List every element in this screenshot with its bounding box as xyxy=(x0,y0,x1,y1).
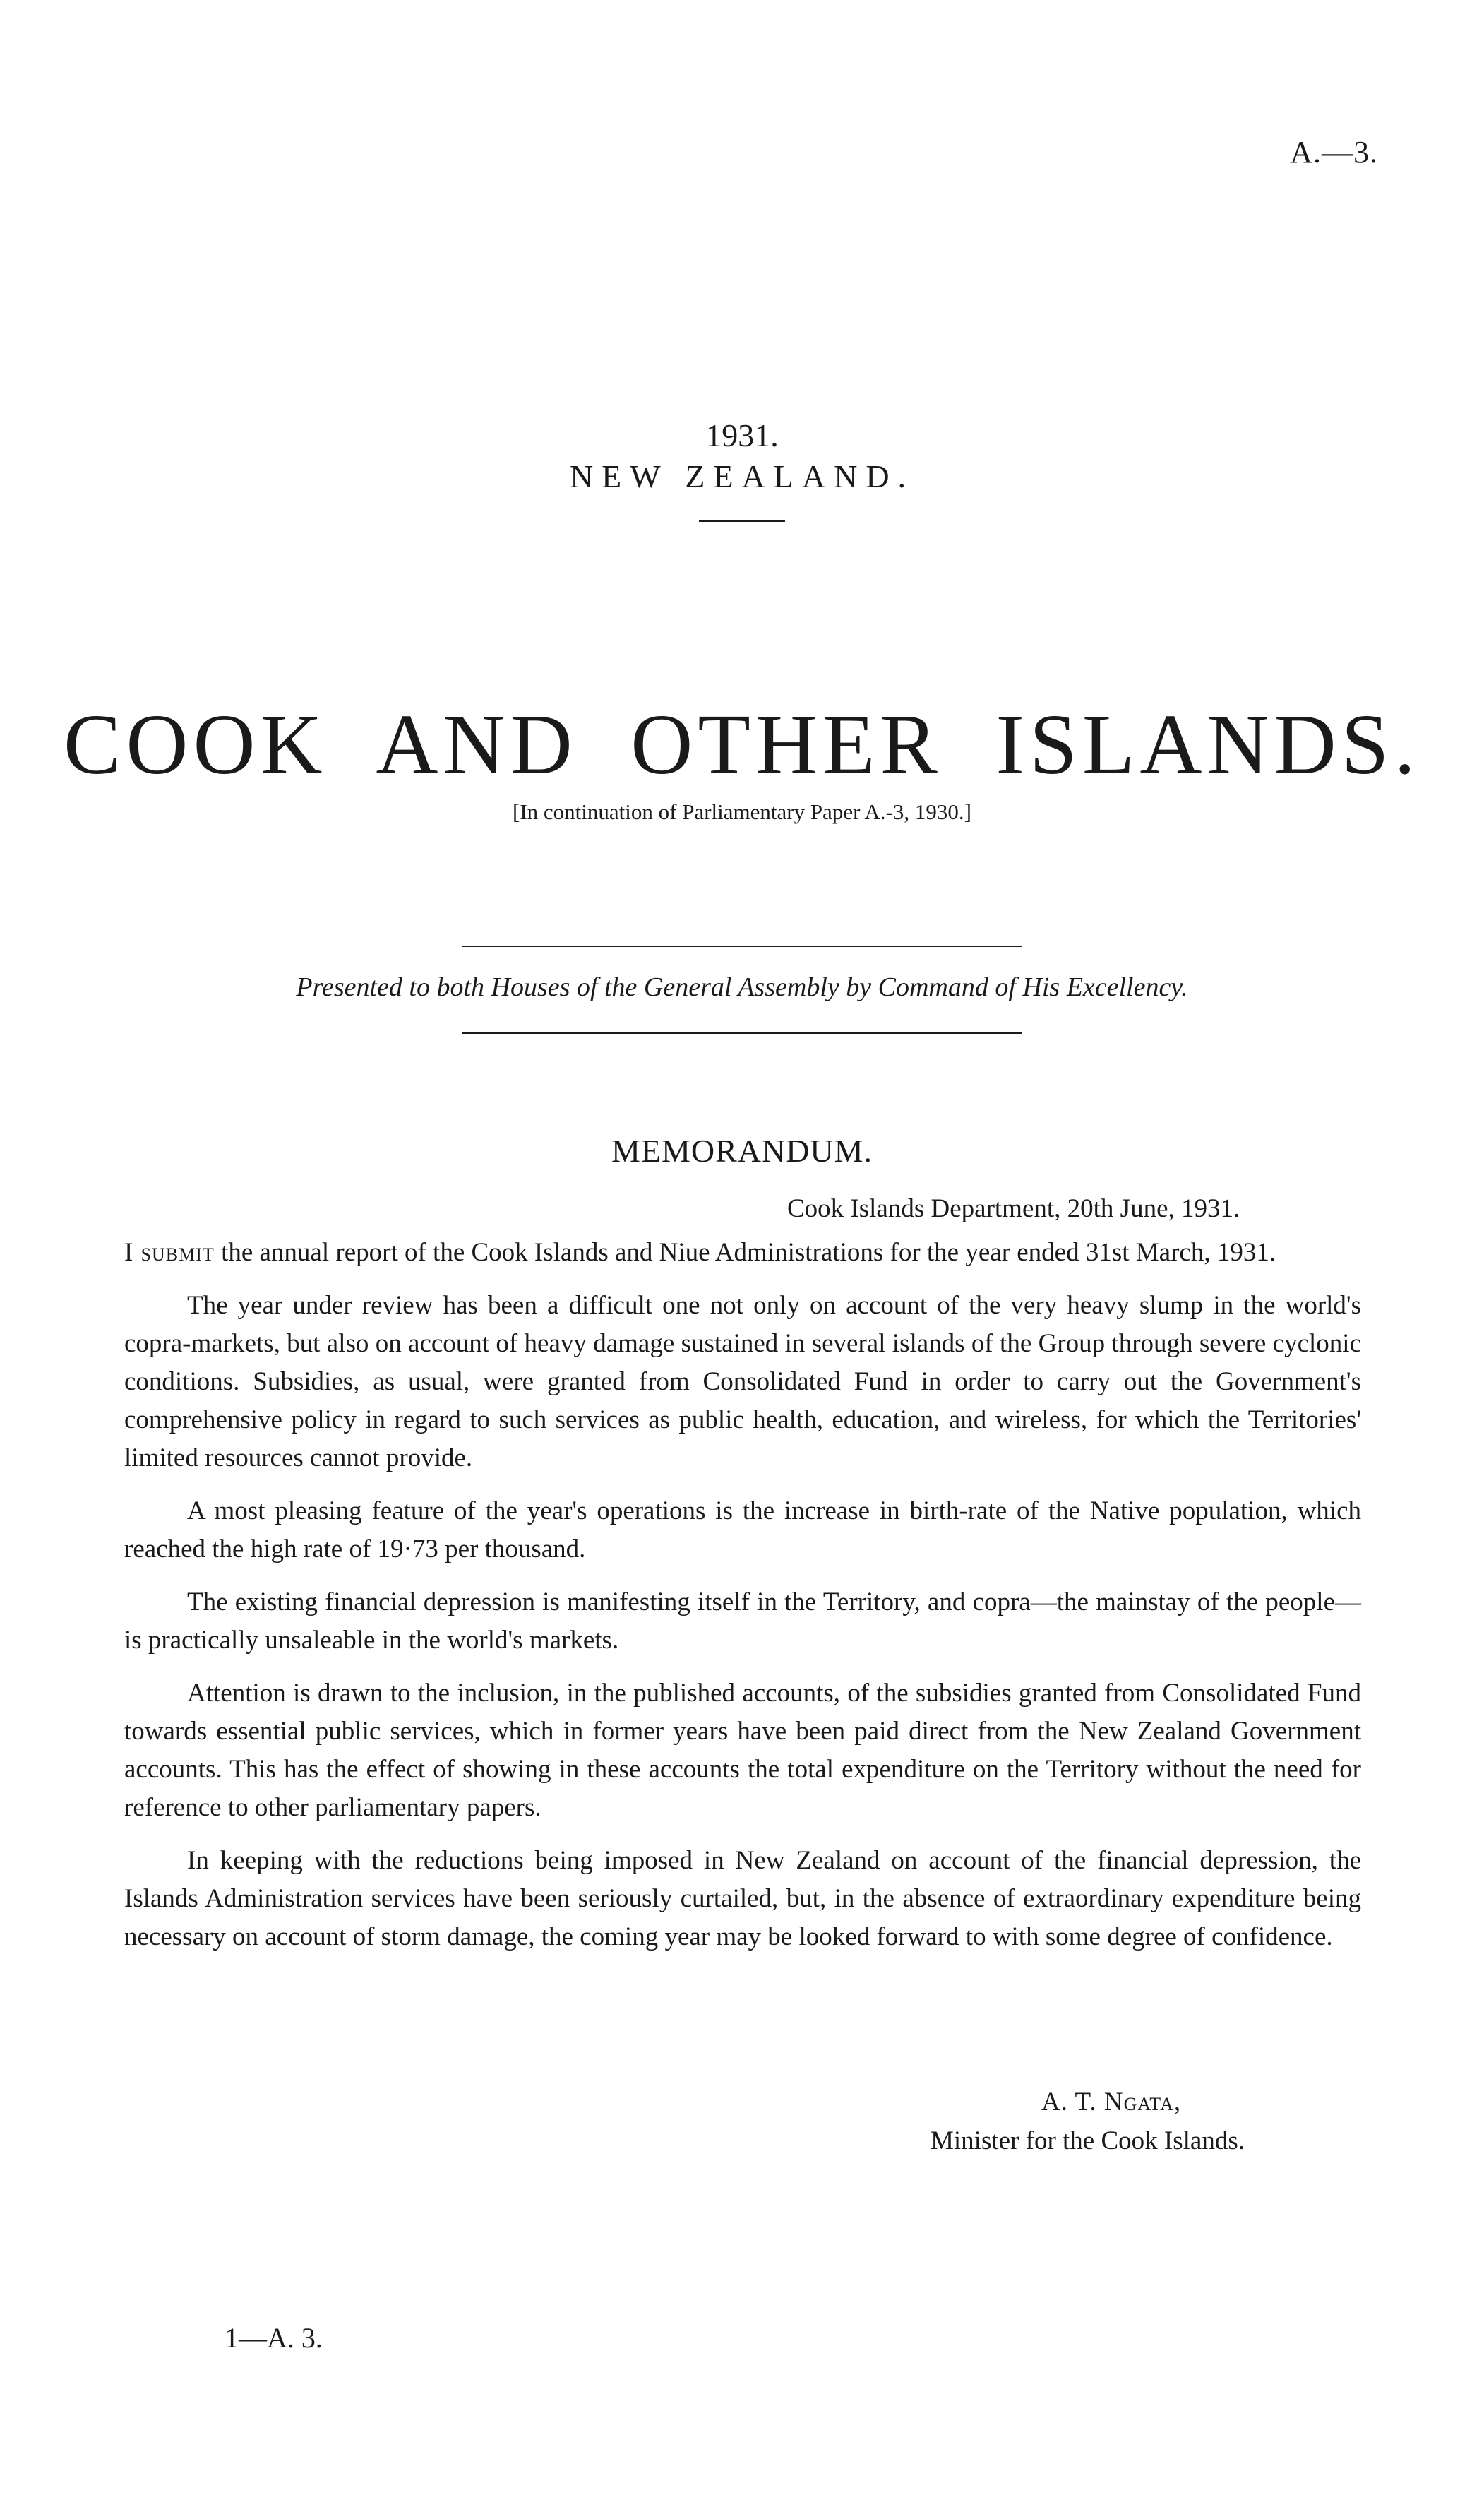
publication-year: 1931. xyxy=(705,417,779,453)
intro-text: the annual report of the Cook Islands and Niue Administrations for the year ended 31st March, 1931. xyxy=(214,1238,1276,1267)
masthead-divider xyxy=(699,520,785,522)
memorandum-heading: MEMORANDUM. xyxy=(611,1133,873,1169)
memorandum-paragraph: Attention is drawn to the inclusion, in the published accounts, of the subsidies granted from Consolidated Fund towards essential public services, which in former years have been paid direct from the New Zealand Government accounts. This has the effect of showing in these accounts the total expenditure on the Territory without the need for reference to other parliamentary papers. xyxy=(124,1679,1361,1822)
memorandum-paragraph: In keeping with the reductions being imposed in New Zealand on account of the financial depression, the Islands Administration services have been seriously curtailed, but, in the absence of extraordinary expenditure being necessary on account of storm damage, the coming year may be looked forward to with some degree of confidence. xyxy=(124,1846,1361,1951)
presented-statement: Presented to both Houses of the General Assembly by Command of His Excellency. xyxy=(296,972,1188,1002)
page-reference-header: A.—3. xyxy=(1290,135,1378,169)
memorandum-paragraph: The year under review has been a difficult one not only on account of the very heavy slump in the world's copra-markets, but also on account of heavy damage sustained in several islands of the Group through severe cyclonic conditions. Subsidies, as usual, were granted from Consolidated Fund in order to carry out the Government's comprehensive policy in regard to such services as public health, education, and wireless, for which the Territories' limited resources cannot provide. xyxy=(124,1291,1361,1472)
presented-top-rule xyxy=(462,946,1022,947)
continuation-note: [In continuation of Parliamentary Paper A.-3, 1930.] xyxy=(513,799,971,824)
document-title: COOK AND OTHER ISLANDS. xyxy=(63,697,1421,792)
memorandum-paragraph-intro xyxy=(124,1234,1361,1272)
memorandum-paragraph: A most pleasing feature of the year's operations is the increase in birth-rate of the Native population, which reached the high rate of 19·73 per thousand. xyxy=(124,1496,1361,1564)
signatory-name: A. T. Ngata, xyxy=(1041,2088,1182,2116)
memorandum-dateline: Cook Islands Department, 20th June, 1931. xyxy=(787,1194,1240,1223)
page-reference-footer: 1—A. 3. xyxy=(225,2322,323,2354)
country-name: NEW ZEALAND. xyxy=(569,458,915,494)
memorandum-paragraph: The existing financial depression is manifesting itself in the Territory, and copra—the mainstay of the people—is practically unsaleable in the world's markets. xyxy=(124,1588,1361,1655)
memorandum-body xyxy=(124,1234,1361,1971)
signatory-title: Minister for the Cook Islands. xyxy=(931,2126,1245,2155)
presented-bottom-rule xyxy=(462,1032,1022,1034)
intro-lead-words: I submit xyxy=(124,1238,215,1267)
